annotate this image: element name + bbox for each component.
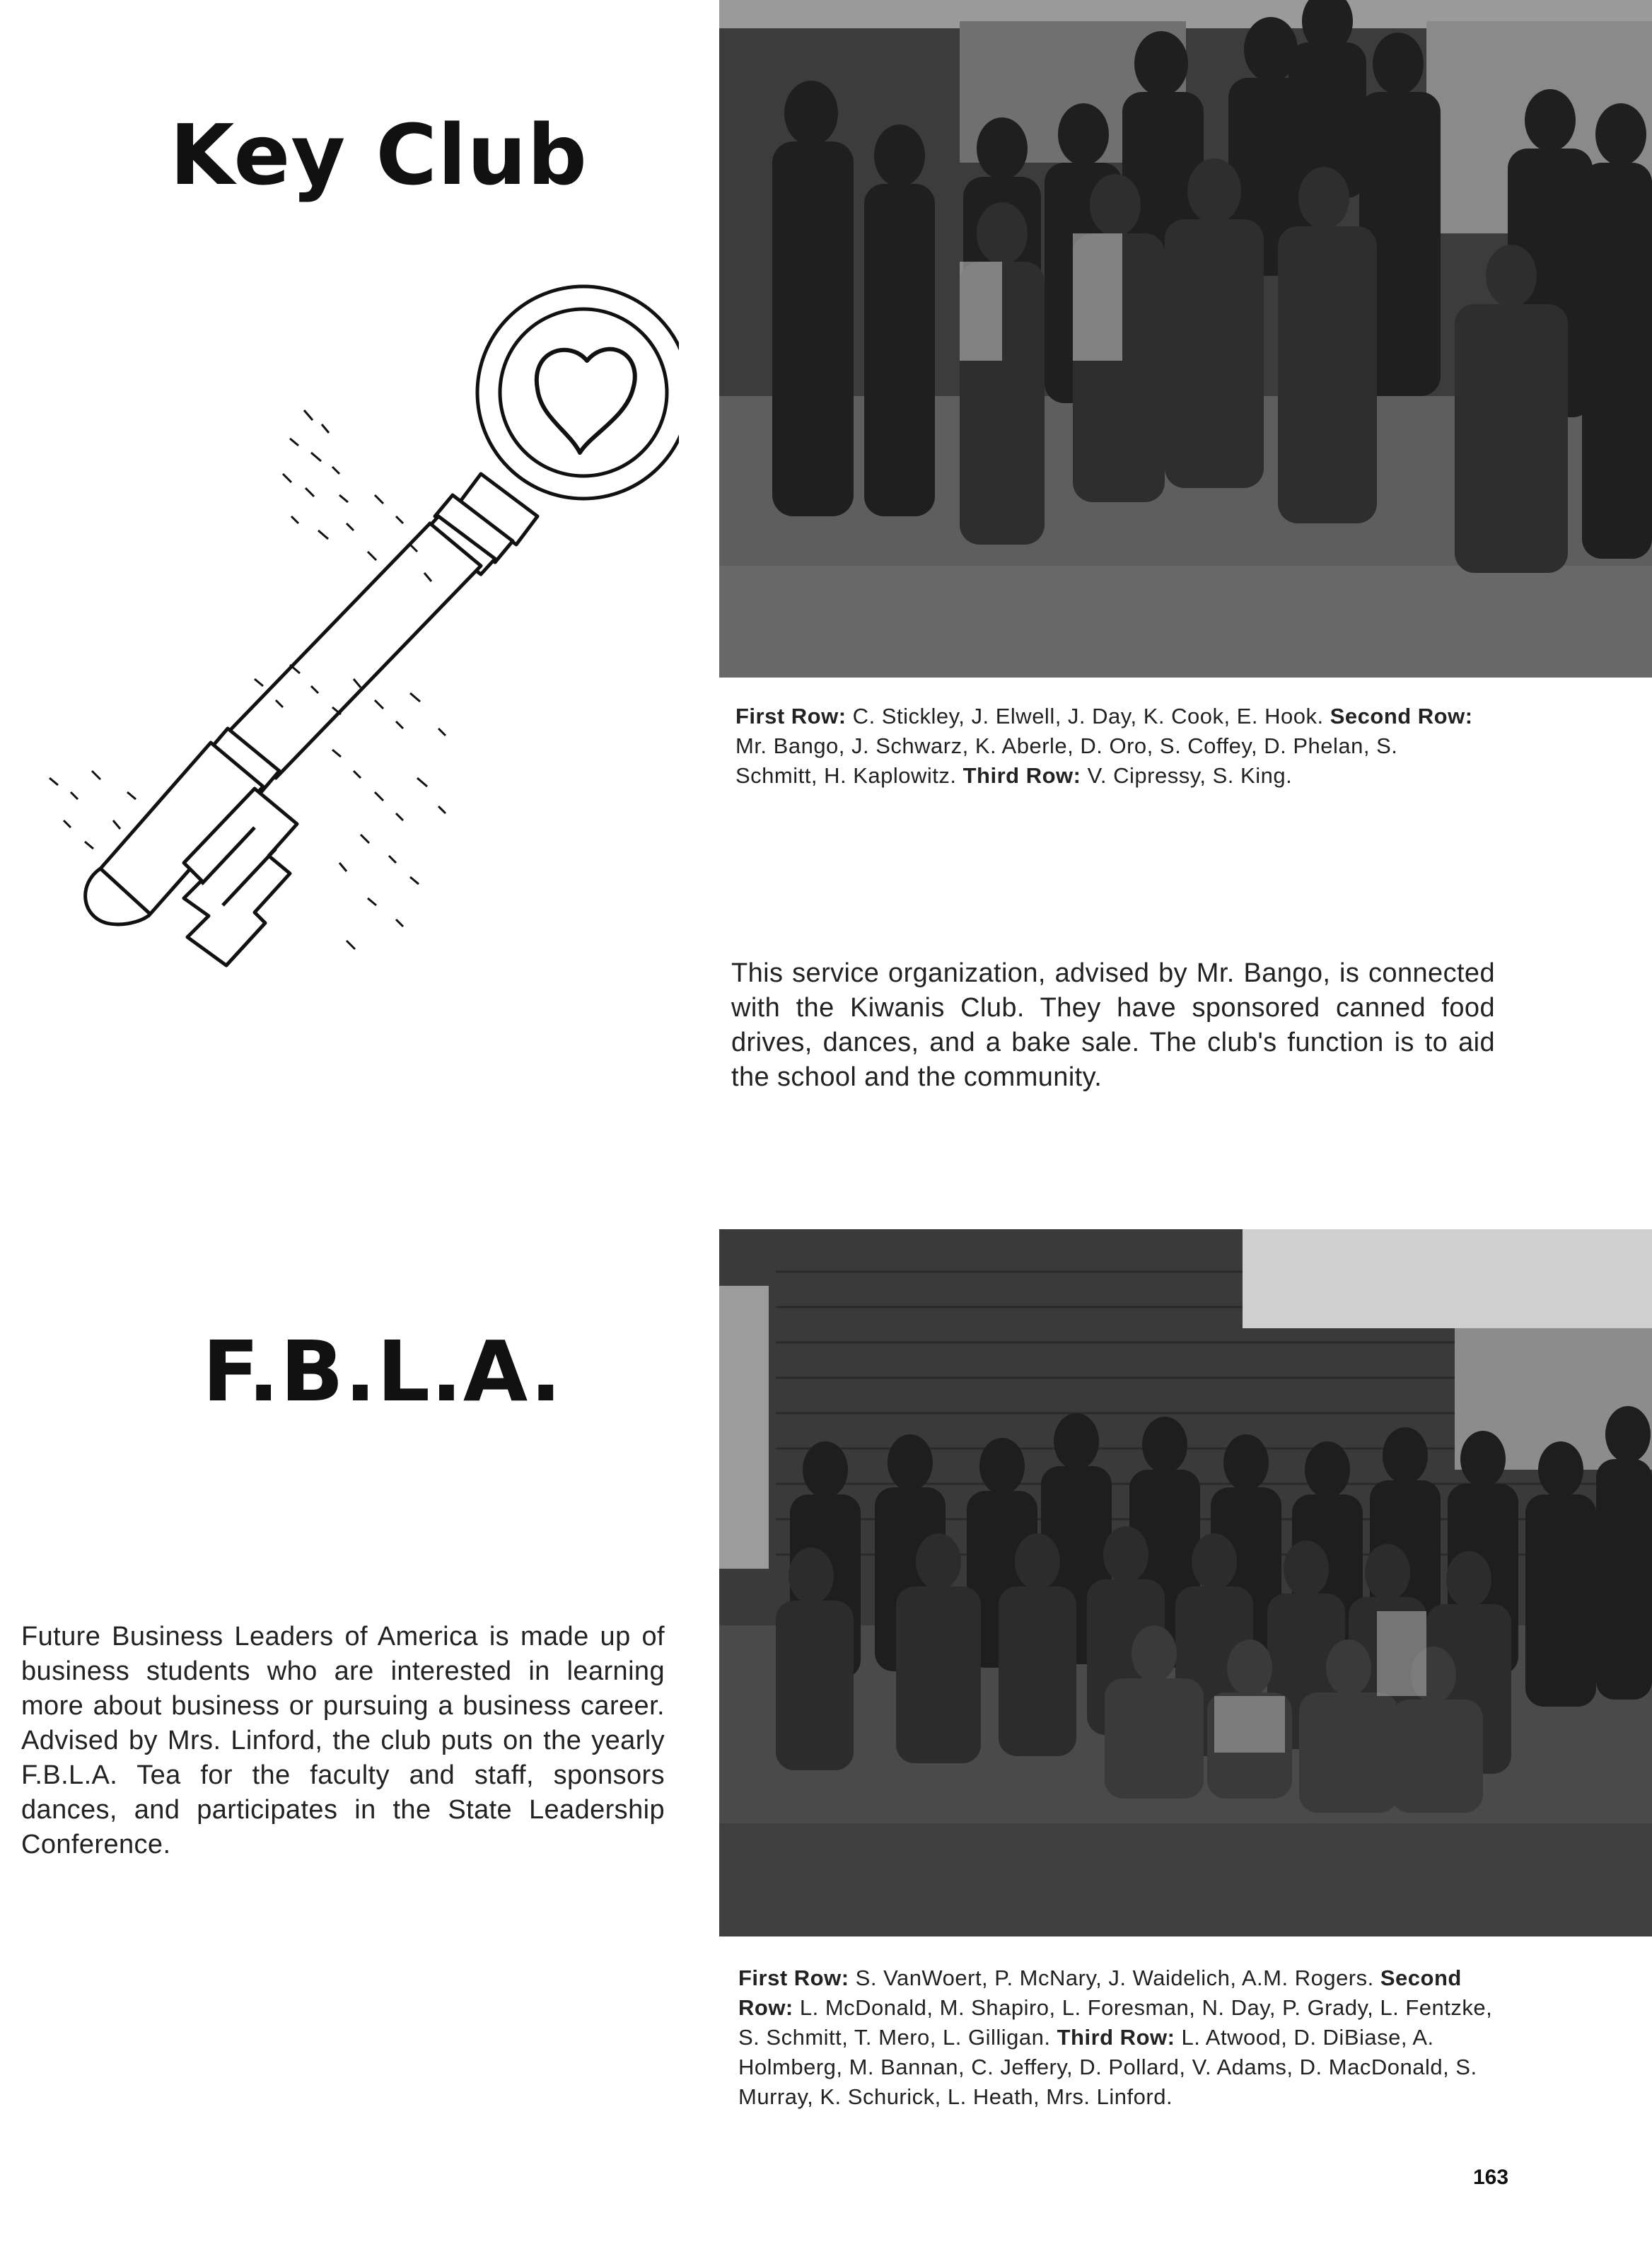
fbla-caption	[738, 1963, 1496, 2112]
caption-names: L. Atwood, D. DiBiase, A. Holmberg, M. Bannan, C. Jeffery, D. Pollard, V. Adams, D. MacDonald, S. Murray, K. Schurick, L. Heath, Mrs. Linford.	[738, 2025, 1477, 2109]
fbla-group-photo	[719, 1229, 1652, 1936]
caption-row-label: First Row:	[735, 704, 847, 728]
caption-names: Mr. Bango, J. Schwarz, K. Aberle, D. Oro, S. Coffey, D. Phelan, S. Schmitt, H. Kaplowitz.	[735, 733, 1398, 788]
key-club-group-photo	[719, 0, 1652, 678]
key-illustration	[42, 283, 679, 1004]
caption-row-label: Third Row:	[962, 763, 1081, 788]
page-number: 163	[1473, 2166, 1509, 2189]
caption-names: L. McDonald, M. Shapiro, L. Foresman, N. Day, P. Grady, L. Fentzke, S. Schmitt, T. Mero, L. Gilligan.	[738, 1995, 1493, 2050]
fbla-title: F.B.L.A.	[202, 1323, 563, 1420]
caption-row-label: Second Row:	[1330, 704, 1473, 728]
key-club-description: This service organization, advised by Mr. Bango, is connected with the Kiwanis Club. They have sponsored canned food drives, dances, and a bake sale. The club's function is to aid the school and the community.	[731, 958, 1495, 1092]
caption-row-label: Second Row:	[738, 1965, 1462, 2020]
key-club-caption	[735, 702, 1478, 791]
caption-row-label: Third Row:	[1057, 2025, 1175, 2050]
caption-names: V. Cipressy, S. King.	[1081, 763, 1293, 788]
caption-row-label: First Row:	[738, 1965, 849, 1990]
caption-names: C. Stickley, J. Elwell, J. Day, K. Cook, E. Hook.	[846, 704, 1330, 728]
caption-names: S. VanWoert, P. McNary, J. Waidelich, A.M. Rogers.	[849, 1965, 1380, 1990]
key-club-title: Key Club	[170, 106, 588, 204]
fbla-description: Future Business Leaders of America is made up of business students who are interested in learning more about business or pursuing a business career. Advised by Mrs. Linford, the club puts on the yearly F.B.L.A. Tea for the faculty and staff, sponsors dances, and participates in the State Leadership Conference.	[21, 1622, 665, 1859]
